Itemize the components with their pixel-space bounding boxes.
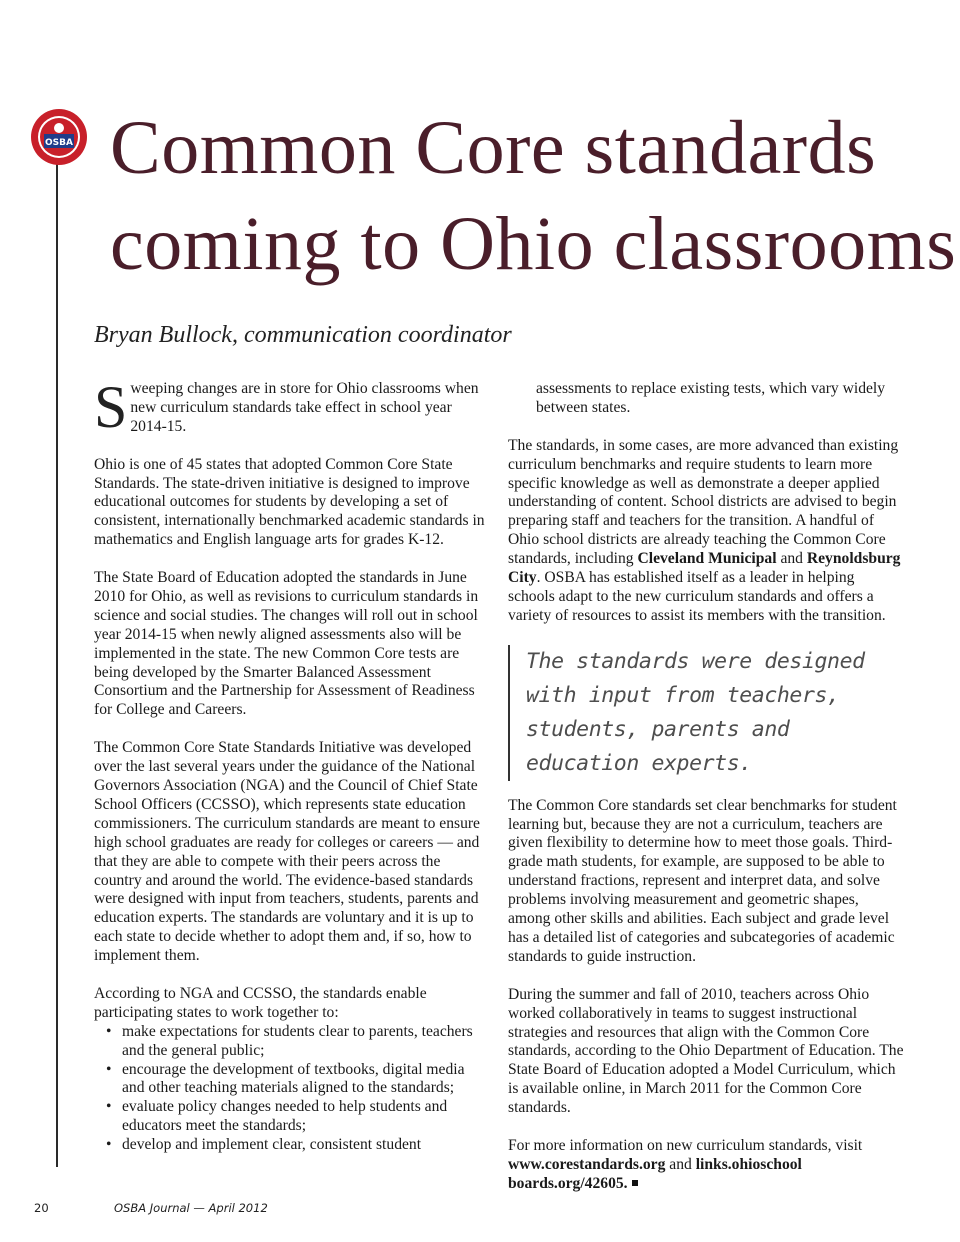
paragraph: The State Board of Education adopted the standards in June 2010 for Ohio, as well as revisions to curriculum standards in science and social studies. The changes will roll out in school year 2014-15 when newly aligned assessments also will be implemented in the state. The new Common Core tests are being developed by the Smarter Balanced Assessment Consortium and the Partnership for Assessment of Readiness for College and Careers.	[94, 569, 479, 719]
pull-quote: The standards were designed with input from teachers, students, parents and education experts.	[508, 645, 904, 781]
continued-paragraph: assessments to replace existing tests, which vary widely between states.	[536, 380, 886, 416]
text-run: . OSBA has established itself as a leader in helping schools adapt to the new curriculum standards and offers a variety of resources to assist its members with the transition.	[508, 569, 886, 624]
intro-paragraph	[94, 374, 488, 440]
text-run: .	[623, 1174, 628, 1192]
list-item: • evaluate policy changes needed to help students and educators meet the standards;	[122, 1098, 488, 1136]
link[interactable]: links.ohioschool boards.org/42605	[508, 1155, 802, 1192]
list-item: • encourage the development of textbooks, digital media and other teaching materials aligned to the standards;	[122, 1061, 488, 1099]
journal-footer: OSBA Journal — April 2012	[114, 1201, 268, 1215]
osba-seal-logo	[30, 108, 88, 166]
title-line-2: coming to Ohio classrooms	[110, 202, 957, 286]
svg-text:OSBA: OSBA	[45, 138, 73, 148]
district-name: Cleveland Municipal	[637, 550, 777, 568]
paragraph: During the summer and fall of 2010, teachers across Ohio worked collaboratively in teams to suggest instructional strategies and resources that align with the Common Core standards, according to the Ohio Department of Education. The State Board of Education adopted a Model Curriculum, which is available online, in March 2011 for the Common Core standards.	[508, 985, 904, 1117]
paragraph	[508, 437, 904, 626]
link[interactable]: www.corestandards.org	[508, 1155, 666, 1173]
byline: Bryan Bullock, communication coordinator	[94, 322, 512, 348]
intro-text: weeping changes are in store for Ohio classrooms when new curriculum standards take effect in school year 2014-15.	[130, 380, 479, 435]
page-number: 20	[34, 1201, 49, 1215]
drop-cap: S	[94, 374, 128, 440]
text-run: The standards, in some cases, are more advanced than existing curriculum benchmarks and require students to learn more specific knowledge as well as demonstrate a deeper applied understanding of content. School districts are advised to begin preparing staff and teachers for the transition. A handful of Ohio school districts are already teaching the Common Core standards, including	[508, 436, 899, 568]
paragraph: The Common Core standards set clear benchmarks for student learning but, because they are not a curriculum, teachers are given flexibility to determine how to meet those goals. Third-grade math students, for example, are supposed to be able to understand fractions, represent and interpret data, and solve problems involving measurement and geometric shapes, among other skills and abilities. Each subject and grade level has a detailed list of categories and subcategories of academic standards to guide instruction.	[508, 796, 897, 965]
paragraph: Ohio is one of 45 states that adopted Common Core State Standards. The state-driven initiative is designed to improve educational outcomes for students by developing a set of consistent, internationally benchmarked academic standards in mathematics and English language arts for grades K-12.	[94, 455, 485, 549]
left-column	[94, 374, 488, 1155]
paragraph: According to NGA and CCSSO, the standards enable participating states to work together to:	[94, 984, 427, 1021]
text-run: and	[776, 550, 807, 568]
bullet-list	[94, 1023, 488, 1155]
margin-rule	[56, 162, 58, 1167]
list-item: • develop and implement clear, consistent student	[122, 1136, 488, 1155]
article-title	[110, 100, 956, 292]
list-item: • make expectations for students clear to parents, teachers and the general public;	[122, 1023, 488, 1061]
title-line-1: Common Core standards	[110, 106, 877, 190]
text-run: For more information on new curriculum standards, visit	[508, 1136, 863, 1154]
right-column	[508, 380, 904, 1213]
text-run: and	[665, 1155, 696, 1173]
district-name: Reynoldsburg City	[508, 550, 901, 587]
paragraph: The Common Core State Standards Initiative was developed over the last several years under the guidance of the National Governors Association (NGA) and the Council of Chief State School Officers (CCSSO), which represents state education commissioners. The curriculum standards are meant to ensure high school graduates are ready for colleges or careers — and that they are able to compete with their peers across the country and around the world. The evidence-based standards were designed with input from teachers, students, parents and education experts. The standards are voluntary and it is up to each state to decide whether to adopt them and, if so, how to implement them.	[94, 739, 480, 965]
paragraph	[508, 1137, 904, 1194]
end-mark	[632, 1180, 638, 1186]
